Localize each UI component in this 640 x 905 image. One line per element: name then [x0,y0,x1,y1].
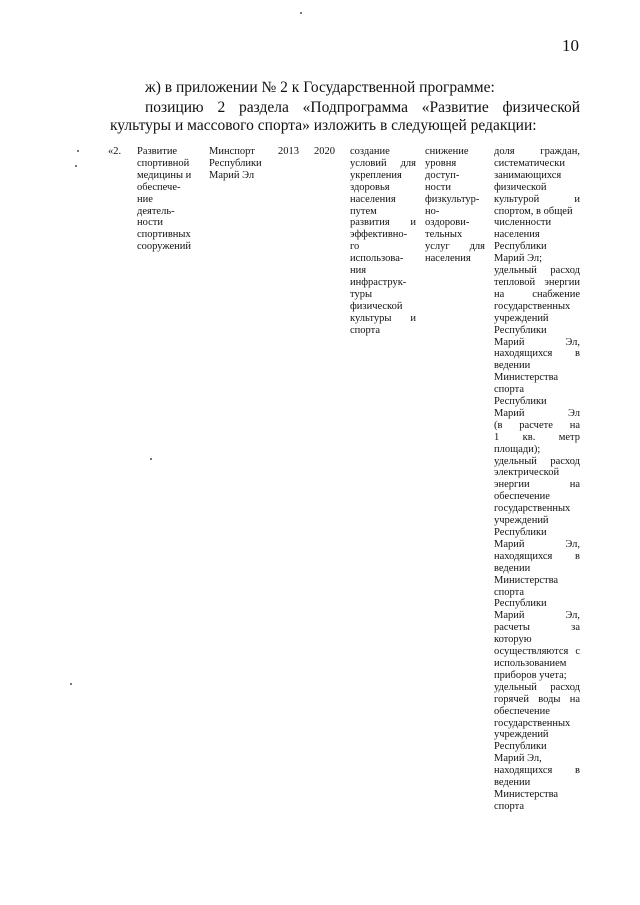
cell-text-line: государственных [494,717,571,729]
cell-text-line: Марий Эл [494,407,580,419]
cell-text-line: населения [350,193,396,205]
cell-text-line: ния [350,265,367,277]
cell-text-line: Министерства [494,788,559,800]
cell-text-line: Развитие [137,146,178,157]
cell-text-line: Марий Эл; [494,253,543,265]
cell-text-line: находящихся в [494,765,580,777]
cell-text-line: электрической [494,467,560,479]
cell-text-line: ности [137,217,163,229]
cell-text-line: Марий Эл [209,169,255,181]
cell-text-line: использова- [350,253,404,265]
cell-text-line: тельных [425,229,463,241]
cell-text-line: уровня [425,157,457,169]
cell-text-line: путем [350,205,377,217]
cell-text-line: Республики [494,241,547,253]
scan-speck [300,12,302,14]
cell-text-line: Марий Эл, [494,610,580,622]
cell-text-line: доля граждан, [494,146,580,157]
activity-name-cell [137,146,201,253]
cell-text-line: физической [494,181,547,193]
scan-speck [75,165,77,167]
cell-text-line: тепловой энергии [494,276,580,288]
cell-text-line: Республики [494,598,547,610]
cell-text-line: ности [425,181,451,193]
cell-text-line: которую [494,634,532,646]
cell-text-line: расчеты за [494,622,580,634]
cell-text-line: Марий Эл, [494,538,580,550]
cell-text-line: го [350,241,360,253]
cell-text-line: (в расчете на [494,419,580,431]
cell-text-line: Республики [494,527,547,538]
cell-text-line: обеспечение [494,705,550,717]
cell-text-line: деятель- [137,205,175,217]
cell-text-line: спорта [494,800,525,812]
cell-text-line: культуры и [350,312,416,324]
cell-text-line: учреждений [494,515,549,527]
cell-text-line: обеспечение [494,491,550,503]
heading-line-3: культуры и массового спорта» изложить в следующей редакции: [110,117,537,134]
cell-text-line: Министерства [494,574,559,586]
executor-cell [209,146,267,182]
cell-text-line: культурой и [494,193,580,205]
cell-text-line: условий для [350,157,416,169]
cell-text-line: физкультур- [425,193,480,205]
cell-text-line: спортивных [137,229,191,241]
cell-text-line: развития и [350,217,416,229]
start-year-cell: 2013 [278,146,299,157]
row-number-cell: «2. [108,146,122,157]
cell-text-line: медицины и [137,169,192,181]
heading-line-2: позицию 2 раздела «Подпрограмма «Развитие физической [145,99,580,116]
page-number: 10 [562,36,579,55]
cell-text-line: ведении [494,777,531,789]
cell-text-line: оздорови- [425,217,470,229]
cell-text-line: удельный расход [494,455,580,467]
cell-text-line: государственных [494,503,571,515]
consequences-cell [425,146,485,265]
cell-text-line: населения [494,229,540,241]
cell-text-line: энергии на [494,479,580,491]
cell-text-line: эффективно- [350,229,408,241]
indicators-cell [494,146,580,813]
end-year-cell: 2020 [314,146,335,157]
cell-text-line: осуществляются с [494,646,580,658]
cell-text-line: Министерства [494,372,559,384]
expected-result-cell [350,146,416,337]
cell-text-line: Минспорт [209,146,255,157]
scan-speck [150,458,152,460]
cell-text-line: Марий Эл, [494,336,580,348]
cell-text-line: спорта [494,586,525,598]
cell-text-line: ведении [494,360,531,372]
cell-text-line: Республики [494,396,547,408]
cell-text-line: находящихся в [494,550,580,562]
cell-text-line: находящихся в [494,348,580,360]
cell-text-line: занимающихся [494,169,562,181]
heading-line-1: ж) в приложении № 2 к Государственной программе: [145,79,495,96]
cell-text-line: ние [137,193,153,205]
cell-text-line: спорта [494,384,525,396]
cell-text-line: населения [425,253,471,265]
cell-text-line: здоровья [350,181,390,193]
cell-text-line: учреждений [494,729,549,741]
cell-text-line: спортивной [137,157,190,169]
cell-text-line: укрепления [350,169,402,181]
cell-text-line: ведении [494,562,531,574]
cell-text-line: услуг для [425,241,485,253]
cell-text-line: спорта [350,324,381,336]
cell-text-line: на снабжение [494,288,580,300]
cell-text-line: инфраструк- [350,276,407,288]
cell-text-line: приборов учета; [494,669,567,681]
scan-speck [70,683,72,685]
cell-text-line: физической [350,300,403,312]
cell-text-line: удельный расход [494,265,580,277]
cell-text-line: горячей воды на [494,693,580,705]
cell-text-line: Республики [494,741,547,753]
cell-text-line: Республики [494,324,547,336]
cell-text-line: использованием [494,657,567,669]
cell-text-line: площади); [494,443,541,455]
cell-text-line: спортом, в общей [494,205,573,217]
cell-text-line: Республики [209,157,262,169]
cell-text-line: создание [350,146,390,157]
cell-text-line: обеспече- [137,181,181,193]
cell-text-line: туры [350,288,373,300]
cell-text-line: учреждений [494,312,549,324]
cell-text-line: 1 кв. метр [494,431,580,443]
cell-text-line: систематически [494,157,565,169]
cell-text-line: сооружений [137,241,192,253]
cell-text-line: доступ- [425,169,460,181]
cell-text-line: численности [494,217,552,229]
scan-speck [77,150,79,152]
cell-text-line: снижение [425,146,469,157]
cell-text-line: удельный расход [494,681,580,693]
cell-text-line: Марий Эл, [494,753,542,765]
cell-text-line: но- [425,205,440,217]
cell-text-line: государственных [494,300,571,312]
